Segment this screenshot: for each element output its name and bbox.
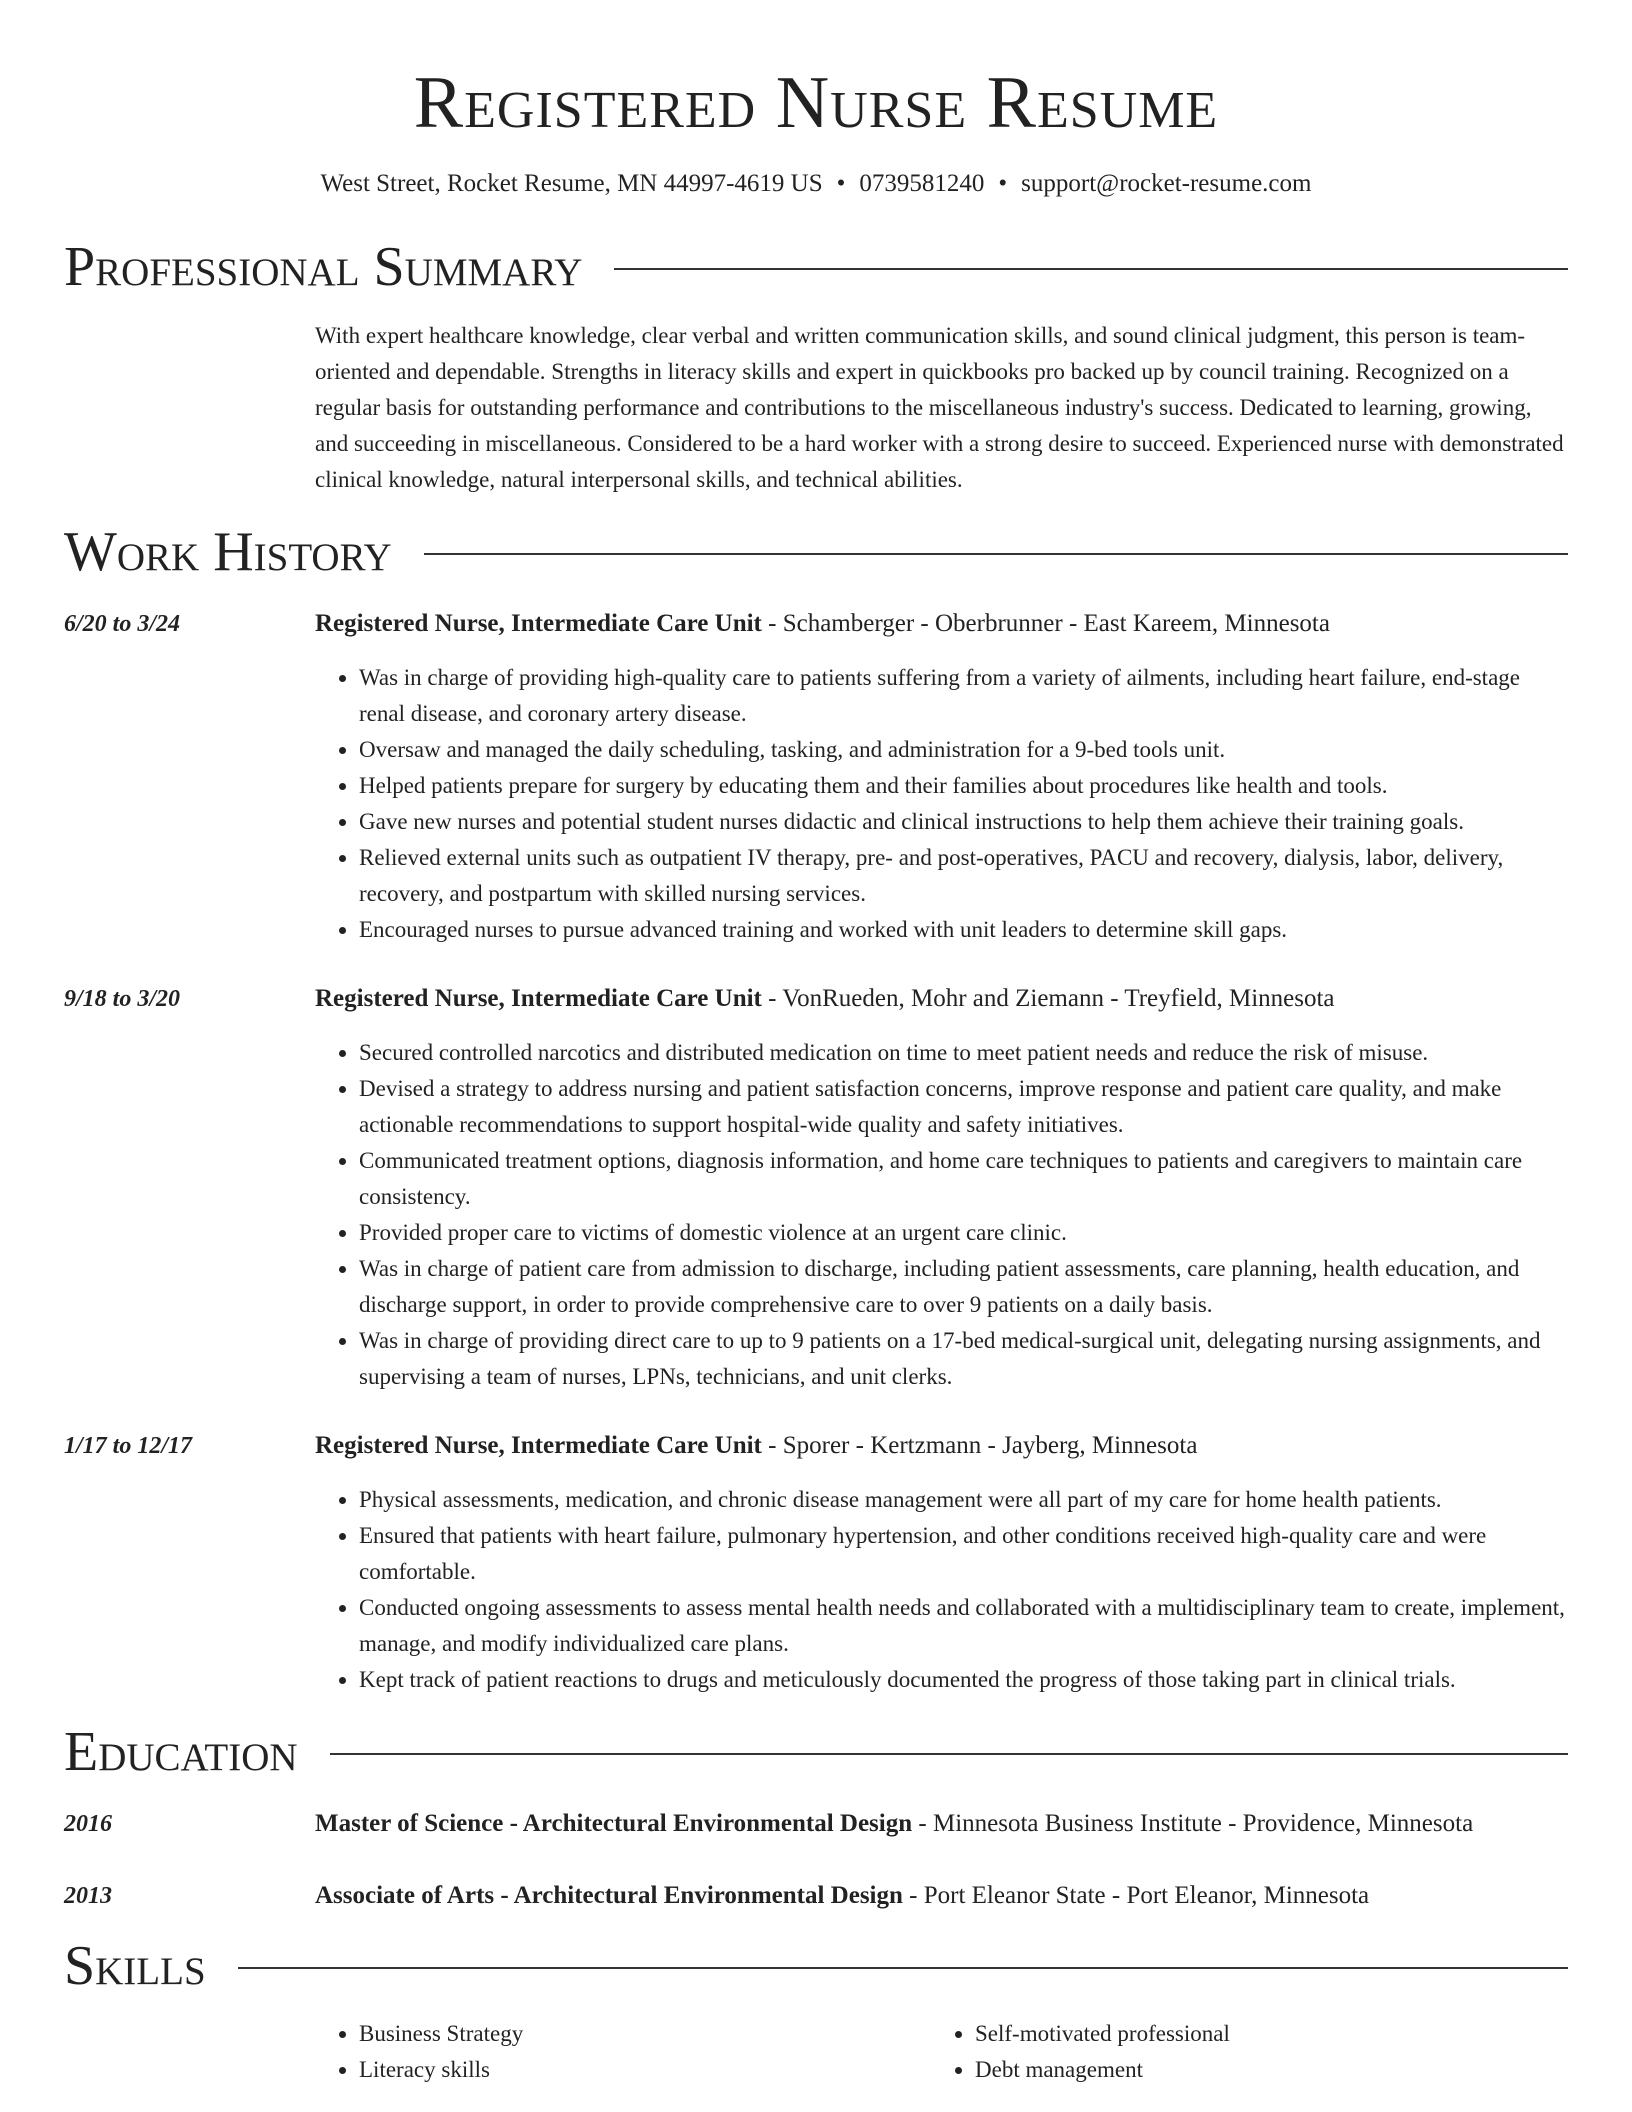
list-item: • Was in charge of providing direct care to up to 9 patients on a 17-bed medical-surgical unit, delegating nursing assignments, and supervising a team of nurses, LPNs, technicians, and unit clerks.: [359, 1323, 1568, 1395]
summary-heading: Professional Summary: [64, 236, 583, 298]
job-employer: - Sporer - Kertzmann - Jayberg, Minnesota: [761, 1432, 1198, 1459]
education-year: 2016: [64, 1811, 112, 1837]
education-line: [315, 1806, 1568, 1842]
list-item: • Kept track of patient reactions to drugs and meticulously documented the progress of those taking part in clinical trials.: [359, 1662, 1568, 1698]
summary-section-header: [64, 235, 1568, 299]
job-entry: [64, 606, 1568, 948]
list-item: • Gave new nurses and potential student nurses didactic and clinical instructions to help them achieve their training goals.: [359, 804, 1568, 840]
contact-address: West Street, Rocket Resume, MN 44997-4619 US: [320, 170, 823, 197]
skill-item: • Debt management: [975, 2052, 1547, 2088]
list-item: • Oversaw and managed the daily scheduling, tasking, and administration for a 9-bed tools unit.: [359, 732, 1568, 768]
job-dates: 1/17 to 12/17: [64, 1433, 193, 1459]
contact-separator: •: [836, 170, 846, 197]
education-degree: Associate of Arts - Architectural Environmental Design: [315, 1882, 903, 1909]
list-item: • Ensured that patients with heart failure, pulmonary hypertension, and other conditions received high-quality care and were comfortable.: [359, 1518, 1568, 1590]
education-heading: Education: [64, 1721, 298, 1783]
skill-item: • Business Strategy: [359, 2016, 931, 2052]
job-entry: [64, 1428, 1568, 1698]
list-item: • Provided proper care to victims of domestic violence at an urgent care clinic.: [359, 1215, 1568, 1251]
resume-title: Registered Nurse Resume: [413, 62, 1219, 144]
list-item: • Relieved external units such as outpatient IV therapy, pre- and post-operatives, PACU and recovery, dialysis, labor, delivery, recovery, and postpartum with skilled nursing services.: [359, 840, 1568, 912]
list-item: • Secured controlled narcotics and distributed medication on time to meet patient needs and reduce the risk of misuse.: [359, 1035, 1568, 1071]
education-section-header: [64, 1720, 1568, 1784]
contact-phone: 0739581240: [859, 170, 985, 197]
job-entry: [64, 981, 1568, 1395]
job-line: [315, 606, 1568, 642]
list-item: • Was in charge of providing high-quality care to patients suffering from a variety of ailments, including heart failure, end-stage renal disease, and coronary artery disease.: [359, 660, 1568, 732]
education-year: 2013: [64, 1883, 112, 1909]
section-divider: [614, 268, 1568, 270]
skills-column-right: [931, 2016, 1547, 2088]
list-item: • Conducted ongoing assessments to assess mental health needs and collaborated with a multidisciplinary team to create, implement, manage, and modify individualized care plans.: [359, 1590, 1568, 1662]
job-line: [315, 1428, 1568, 1464]
list-item: • Devised a strategy to address nursing and patient satisfaction concerns, improve response and patient care quality, and make actionable recommendations to support hospital-wide quality and safety initiatives.: [359, 1071, 1568, 1143]
job-title: Registered Nurse, Intermediate Care Unit: [315, 610, 762, 637]
section-divider: [330, 1753, 1568, 1755]
skill-item: • Literacy skills: [359, 2052, 931, 2088]
skill-item: • Self-motivated professional: [975, 2016, 1547, 2052]
list-item: • Physical assessments, medication, and chronic disease management were all part of my care for home health patients.: [359, 1482, 1568, 1518]
job-employer: - VonRueden, Mohr and Ziemann - Treyfield, Minnesota: [761, 985, 1335, 1012]
job-header: [64, 1428, 1568, 1464]
education-entry: [64, 1878, 1568, 1914]
job-bullets: [315, 1482, 1568, 1698]
section-divider: [238, 1967, 1568, 1969]
skills-section-header: [64, 1934, 1568, 1998]
section-divider: [424, 553, 1568, 555]
contact-line: [64, 168, 1568, 200]
job-dates: 6/20 to 3/24: [64, 611, 181, 637]
job-title: Registered Nurse, Intermediate Care Unit: [315, 1432, 762, 1459]
resume-page: [64, 0, 1568, 2088]
job-dates: 9/18 to 3/20: [64, 986, 181, 1012]
education-school: - Minnesota Business Institute - Providence, Minnesota: [912, 1810, 1474, 1837]
skills-column-left: [315, 2016, 931, 2088]
job-bullets: [315, 660, 1568, 948]
work-section-header: [64, 520, 1568, 584]
job-header: [64, 981, 1568, 1017]
work-heading: Work History: [64, 521, 392, 583]
job-line: [315, 981, 1568, 1017]
contact-email[interactable]: support@rocket-resume.com: [1021, 170, 1312, 197]
education-school: - Port Eleanor State - Port Eleanor, Minnesota: [902, 1882, 1370, 1909]
contact-separator: •: [998, 170, 1008, 197]
job-employer: - Schamberger - Oberbrunner - East Kareem, Minnesota: [761, 610, 1330, 637]
list-item: • Communicated treatment options, diagnosis information, and home care techniques to patients and caregivers to maintain care consistency.: [359, 1143, 1568, 1215]
summary-text: With expert healthcare knowledge, clear verbal and written communication skills, and sound clinical judgment, this person is team-oriented and dependable. Strengths in literacy skills and expert in quickbooks pro backed up by council training. Recognized on a regular basis for outstanding performance and contributions to the miscellaneous industry's success. Dedicated to learning, growing, and succeeding in miscellaneous. Considered to be a hard worker with a strong desire to succeed. Experienced nurse with demonstrated clinical knowledge, natural interpersonal skills, and technical abilities.: [315, 323, 1564, 492]
skills-heading: Skills: [64, 1935, 206, 1997]
education-entry: [64, 1806, 1568, 1842]
skills-list: [315, 2016, 1568, 2088]
education-line: [315, 1878, 1568, 1914]
job-bullets: [315, 1035, 1568, 1395]
education-degree: Master of Science - Architectural Environmental Design: [315, 1810, 913, 1837]
job-header: [64, 606, 1568, 642]
list-item: • Encouraged nurses to pursue advanced training and worked with unit leaders to determine skill gaps.: [359, 912, 1568, 948]
job-title: Registered Nurse, Intermediate Care Unit: [315, 985, 762, 1012]
list-item: • Helped patients prepare for surgery by educating them and their families about procedures like health and tools.: [359, 768, 1568, 804]
list-item: • Was in charge of patient care from admission to discharge, including patient assessments, care planning, health education, and discharge support, in order to provide comprehensive care to over 9 patients on a daily basis.: [359, 1251, 1568, 1323]
